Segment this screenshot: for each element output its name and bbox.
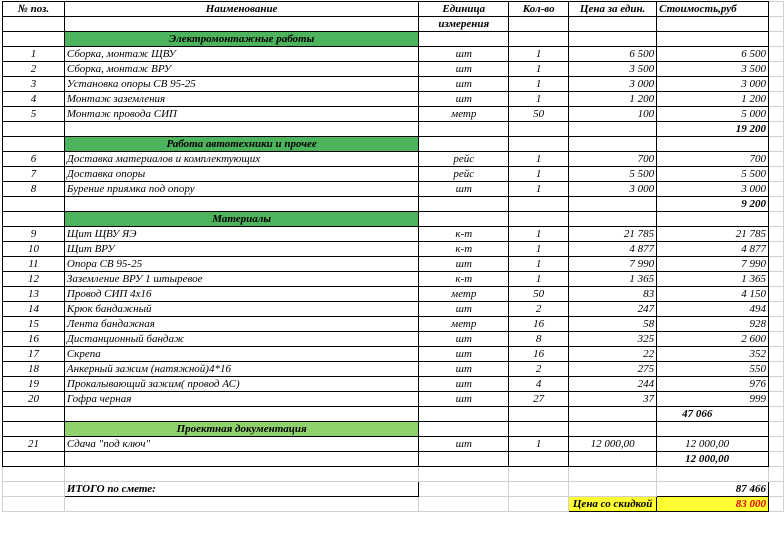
subtotal-row [3, 452, 784, 467]
blank-cell [657, 422, 769, 437]
estimate-sheet [2, 1, 784, 512]
table-row [3, 242, 784, 257]
item-name: Сборка, монтаж ВРУ [64, 62, 418, 77]
item-price: 3 000 [569, 77, 657, 92]
item-number: 6 [3, 152, 65, 167]
item-unit: шт [419, 302, 509, 317]
item-cost: 5 000 [657, 107, 769, 122]
subtotal-row [3, 122, 784, 137]
table-row [3, 362, 784, 377]
item-number: 11 [3, 257, 65, 272]
section-subtotal: 12 000,00 [657, 452, 769, 467]
item-name: Скрепа [64, 347, 418, 362]
spare-cell [769, 377, 784, 392]
item-unit: рейс [419, 167, 509, 182]
item-unit: метр [419, 107, 509, 122]
subtotal-row [3, 407, 784, 422]
item-qty: 16 [509, 317, 569, 332]
item-qty: 4 [509, 377, 569, 392]
table-row [3, 182, 784, 197]
subtotal-row [3, 197, 784, 212]
spare-cell [769, 302, 784, 317]
table-row [3, 287, 784, 302]
item-qty: 50 [509, 287, 569, 302]
item-qty: 8 [509, 332, 569, 347]
item-unit: шт [419, 332, 509, 347]
spare-cell [769, 197, 784, 212]
item-name: Прокалывающий зажим( провод АС) [64, 377, 418, 392]
item-name: Доставка материалов и комплектующих [64, 152, 418, 167]
item-qty: 1 [509, 92, 569, 107]
item-number: 20 [3, 392, 65, 407]
section-title: Работа автотехники и прочее [64, 137, 418, 152]
table-row [3, 332, 784, 347]
spare-cell [769, 242, 784, 257]
item-price: 244 [569, 377, 657, 392]
item-name: Установка опоры СВ 95-25 [64, 77, 418, 92]
blank-cell [509, 137, 569, 152]
item-unit: шт [419, 437, 509, 452]
item-price: 1 200 [569, 92, 657, 107]
blank-cell [64, 452, 418, 467]
spare-cell [769, 497, 784, 512]
header-row-2 [3, 17, 784, 32]
blank-cell [569, 422, 657, 437]
spare-cell [769, 317, 784, 332]
item-price: 325 [569, 332, 657, 347]
blank-cell [64, 197, 418, 212]
blank-cell [64, 497, 418, 512]
item-unit: к-т [419, 272, 509, 287]
item-qty: 1 [509, 62, 569, 77]
spare-cell [769, 482, 784, 497]
item-unit: метр [419, 287, 509, 302]
item-cost: 999 [657, 392, 769, 407]
item-number: 12 [3, 272, 65, 287]
header-unit: Единица [419, 2, 509, 17]
item-price: 12 000,00 [569, 437, 657, 452]
discount-value: 83 000 [657, 497, 769, 512]
blank-cell [419, 197, 509, 212]
item-price: 22 [569, 347, 657, 362]
item-cost: 21 785 [657, 227, 769, 242]
blank-cell [569, 212, 657, 227]
item-price: 83 [569, 287, 657, 302]
item-cost: 1 365 [657, 272, 769, 287]
item-qty: 27 [509, 392, 569, 407]
spare-cell [769, 257, 784, 272]
table-row [3, 392, 784, 407]
blank-cell [569, 122, 657, 137]
item-qty: 1 [509, 257, 569, 272]
table-row [3, 317, 784, 332]
blank-cell [64, 407, 418, 422]
item-price: 3 500 [569, 62, 657, 77]
section-title: Электромонтажные работы [64, 32, 418, 47]
header-cost: Стоимость,руб [657, 2, 769, 17]
table-row [3, 437, 784, 452]
item-unit: шт [419, 62, 509, 77]
item-price: 700 [569, 152, 657, 167]
item-cost: 550 [657, 362, 769, 377]
table-row [3, 47, 784, 62]
blank-cell [657, 212, 769, 227]
blank-cell [509, 32, 569, 47]
item-cost: 4 877 [657, 242, 769, 257]
blank-cell [64, 467, 418, 482]
item-number: 3 [3, 77, 65, 92]
blank-cell [419, 467, 509, 482]
spare-cell [769, 2, 784, 17]
item-number: 2 [3, 62, 65, 77]
section-title: Материалы [64, 212, 418, 227]
item-price: 100 [569, 107, 657, 122]
section-subtotal: 19 200 [657, 122, 769, 137]
header-price: Цена за един. [569, 2, 657, 17]
item-price: 58 [569, 317, 657, 332]
blank-cell [569, 407, 657, 422]
item-price: 275 [569, 362, 657, 377]
spare-cell [769, 17, 784, 32]
item-qty: 16 [509, 347, 569, 362]
item-cost: 494 [657, 302, 769, 317]
blank-cell [569, 482, 657, 497]
item-number: 13 [3, 287, 65, 302]
item-unit: шт [419, 47, 509, 62]
blank-cell [64, 17, 418, 32]
item-name: Дистанционный бандаж [64, 332, 418, 347]
blank-cell [3, 212, 65, 227]
item-unit: шт [419, 362, 509, 377]
item-name: Монтаж заземления [64, 92, 418, 107]
blank-cell [419, 482, 509, 497]
spare-cell [769, 272, 784, 287]
item-name: Опора СВ 95-25 [64, 257, 418, 272]
spare-cell [769, 287, 784, 302]
blank-cell [509, 17, 569, 32]
table-row [3, 257, 784, 272]
item-price: 6 500 [569, 47, 657, 62]
item-qty: 1 [509, 242, 569, 257]
item-price: 247 [569, 302, 657, 317]
item-number: 5 [3, 107, 65, 122]
item-unit: шт [419, 77, 509, 92]
blank-cell [3, 137, 65, 152]
item-number: 15 [3, 317, 65, 332]
item-cost: 3 000 [657, 182, 769, 197]
section-title-row [3, 32, 784, 47]
spare-cell [769, 92, 784, 107]
blank-cell [569, 467, 657, 482]
item-qty: 1 [509, 167, 569, 182]
item-unit: рейс [419, 152, 509, 167]
table-row [3, 272, 784, 287]
spare-cell [769, 422, 784, 437]
blank-cell [657, 17, 769, 32]
item-name: Монтаж провода СИП [64, 107, 418, 122]
item-name: Провод СИП 4х16 [64, 287, 418, 302]
item-cost: 1 200 [657, 92, 769, 107]
spacer-row [3, 467, 784, 482]
item-number: 21 [3, 437, 65, 452]
item-name: Доставка опоры [64, 167, 418, 182]
item-cost: 5 500 [657, 167, 769, 182]
item-qty: 1 [509, 152, 569, 167]
grand-total-row [3, 482, 784, 497]
item-unit: шт [419, 92, 509, 107]
item-price: 5 500 [569, 167, 657, 182]
table-row [3, 347, 784, 362]
blank-cell [419, 407, 509, 422]
item-name: Сборка, монтаж ЩВУ [64, 47, 418, 62]
item-unit: шт [419, 347, 509, 362]
blank-cell [3, 497, 65, 512]
item-name: Заземление ВРУ 1 штыревое [64, 272, 418, 287]
blank-cell [569, 32, 657, 47]
blank-cell [509, 407, 569, 422]
blank-cell [509, 482, 569, 497]
item-name: Сдача "под ключ" [64, 437, 418, 452]
table-row [3, 302, 784, 317]
blank-cell [64, 122, 418, 137]
section-title-row [3, 212, 784, 227]
blank-cell [509, 452, 569, 467]
item-cost: 4 150 [657, 287, 769, 302]
blank-cell [657, 137, 769, 152]
grand-total-value: 87 466 [657, 482, 769, 497]
spare-cell [769, 227, 784, 242]
table-row [3, 377, 784, 392]
item-qty: 1 [509, 227, 569, 242]
item-unit: шт [419, 377, 509, 392]
item-price: 7 990 [569, 257, 657, 272]
grand-total-label: ИТОГО по смете: [64, 482, 418, 497]
item-name: Щит ЩВУ ЯЭ [64, 227, 418, 242]
blank-cell [419, 422, 509, 437]
item-qty: 1 [509, 47, 569, 62]
blank-cell [419, 212, 509, 227]
blank-cell [509, 122, 569, 137]
item-name: Бурение приямка под опору [64, 182, 418, 197]
table-row [3, 152, 784, 167]
spare-cell [769, 47, 784, 62]
item-unit: к-т [419, 242, 509, 257]
blank-cell [509, 197, 569, 212]
blank-cell [509, 212, 569, 227]
item-number: 8 [3, 182, 65, 197]
item-cost: 2 600 [657, 332, 769, 347]
blank-cell [3, 452, 65, 467]
spare-cell [769, 182, 784, 197]
item-cost: 7 990 [657, 257, 769, 272]
blank-cell [3, 482, 65, 497]
item-name: Гофра черная [64, 392, 418, 407]
item-qty: 2 [509, 302, 569, 317]
blank-cell [569, 17, 657, 32]
item-cost: 928 [657, 317, 769, 332]
item-number: 1 [3, 47, 65, 62]
item-unit: метр [419, 317, 509, 332]
table-row [3, 92, 784, 107]
item-price: 21 785 [569, 227, 657, 242]
item-name: Анкерный зажим (натяжной)4*16 [64, 362, 418, 377]
blank-cell [569, 137, 657, 152]
header-unit-2: измерения [419, 17, 509, 32]
section-title-row [3, 137, 784, 152]
item-price: 3 000 [569, 182, 657, 197]
section-title-row [3, 422, 784, 437]
item-qty: 1 [509, 77, 569, 92]
item-number: 17 [3, 347, 65, 362]
blank-cell [419, 32, 509, 47]
header-row [3, 2, 784, 17]
blank-cell [3, 422, 65, 437]
header-qty: Кол-во [509, 2, 569, 17]
blank-cell [569, 197, 657, 212]
blank-cell [509, 422, 569, 437]
spare-cell [769, 407, 784, 422]
table-row [3, 167, 784, 182]
blank-cell [419, 122, 509, 137]
item-unit: шт [419, 392, 509, 407]
spare-cell [769, 77, 784, 92]
spare-cell [769, 347, 784, 362]
spare-cell [769, 392, 784, 407]
item-cost: 976 [657, 377, 769, 392]
item-name: Лента бандажная [64, 317, 418, 332]
item-number: 10 [3, 242, 65, 257]
spare-cell [769, 437, 784, 452]
blank-cell [419, 137, 509, 152]
header-num: № поз. [3, 2, 65, 17]
table-row [3, 62, 784, 77]
item-unit: шт [419, 182, 509, 197]
blank-cell [3, 407, 65, 422]
spare-cell [769, 32, 784, 47]
spare-cell [769, 122, 784, 137]
section-subtotal: 47 066 [657, 407, 769, 422]
item-qty: 1 [509, 272, 569, 287]
item-unit: к-т [419, 227, 509, 242]
blank-cell [3, 17, 65, 32]
item-qty: 1 [509, 437, 569, 452]
blank-cell [419, 452, 509, 467]
discount-label: Цена со скидкой [569, 497, 657, 512]
item-cost: 352 [657, 347, 769, 362]
spare-cell [769, 332, 784, 347]
item-price: 1 365 [569, 272, 657, 287]
blank-cell [419, 497, 509, 512]
item-price: 37 [569, 392, 657, 407]
spare-cell [769, 452, 784, 467]
spare-cell [769, 107, 784, 122]
table-row [3, 77, 784, 92]
item-unit: шт [419, 257, 509, 272]
blank-cell [509, 497, 569, 512]
item-number: 14 [3, 302, 65, 317]
item-cost: 3 500 [657, 62, 769, 77]
spare-cell [769, 212, 784, 227]
table-row [3, 107, 784, 122]
blank-cell [3, 122, 65, 137]
blank-cell [657, 32, 769, 47]
spare-cell [769, 62, 784, 77]
blank-cell [3, 32, 65, 47]
item-qty: 2 [509, 362, 569, 377]
item-cost: 12 000,00 [657, 437, 769, 452]
blank-cell [569, 452, 657, 467]
section-title: Проектная документация [64, 422, 418, 437]
blank-cell [657, 467, 769, 482]
item-cost: 3 000 [657, 77, 769, 92]
spare-cell [769, 152, 784, 167]
item-qty: 1 [509, 182, 569, 197]
spare-cell [769, 362, 784, 377]
item-cost: 6 500 [657, 47, 769, 62]
item-name: Щит ВРУ [64, 242, 418, 257]
header-name: Наименование [64, 2, 418, 17]
blank-cell [3, 197, 65, 212]
blank-cell [769, 467, 784, 482]
blank-cell [509, 467, 569, 482]
item-number: 18 [3, 362, 65, 377]
section-subtotal: 9 200 [657, 197, 769, 212]
item-price: 4 877 [569, 242, 657, 257]
item-name: Крюк бандажный [64, 302, 418, 317]
spare-cell [769, 167, 784, 182]
spare-cell [769, 137, 784, 152]
discount-row [3, 497, 784, 512]
table-row [3, 227, 784, 242]
item-number: 4 [3, 92, 65, 107]
item-cost: 700 [657, 152, 769, 167]
item-number: 19 [3, 377, 65, 392]
estimate-table [2, 1, 784, 512]
item-qty: 50 [509, 107, 569, 122]
blank-cell [3, 467, 65, 482]
item-number: 16 [3, 332, 65, 347]
item-number: 9 [3, 227, 65, 242]
item-number: 7 [3, 167, 65, 182]
